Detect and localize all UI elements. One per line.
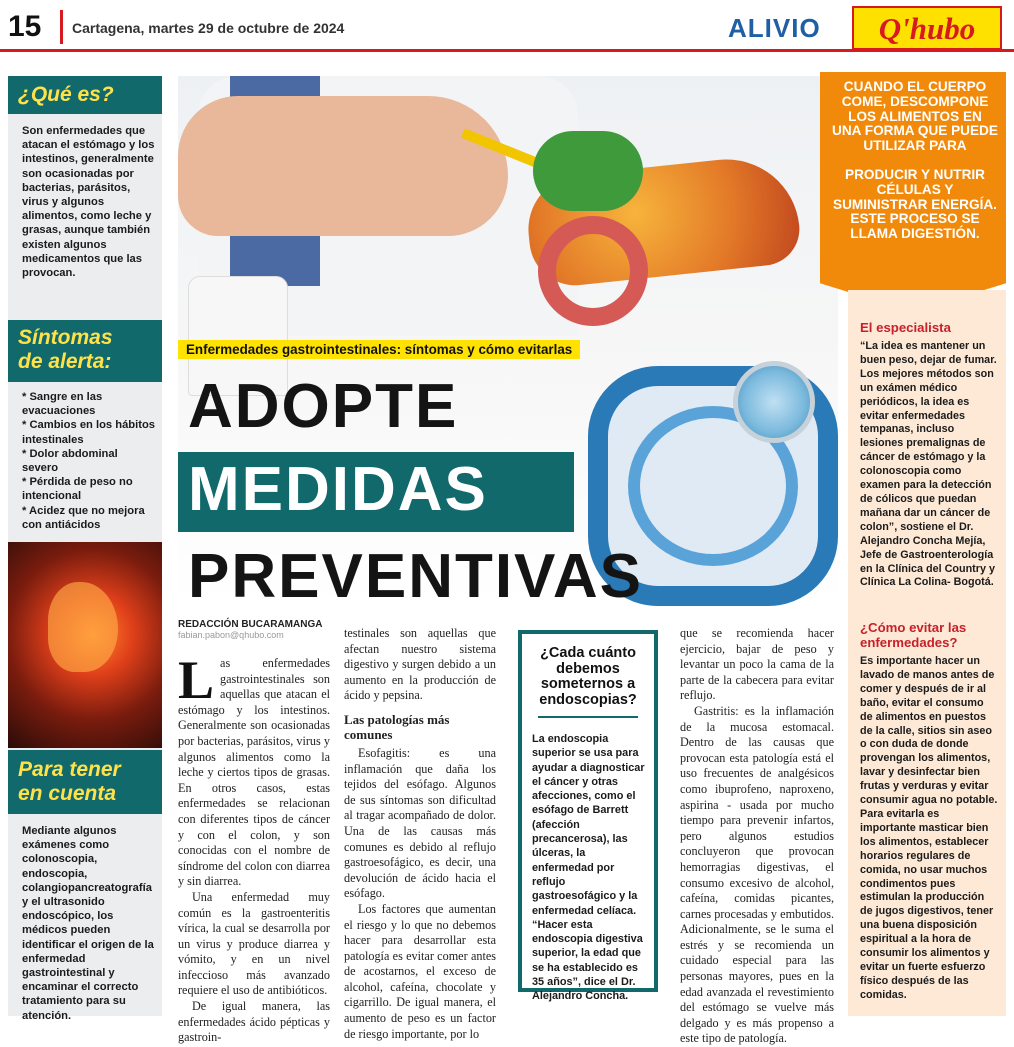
headline-line-2: MEDIDAS bbox=[188, 455, 488, 524]
headline-line-1: ADOPTE bbox=[188, 372, 459, 441]
evitar-paragraph-1: Es importante hacer un lavado de manos antes de comer y después de ir al baño, evitar el consumo de alimentos en puestos de la calle, sitios sin aseo o con duda de donde provengan los alimentos, lavar y desinfectar bien frutas y verduras y evitar consumir agua no potable. bbox=[860, 655, 998, 807]
sintoma-item: * Dolor abdominal severo bbox=[22, 447, 118, 475]
callout-text-2: PRODUCIR Y NUTRIR CÉLULAS Y SUMINISTRAR ENERGÍA. ESTE PROCESO SE LLAMA DIGESTIÓN. bbox=[833, 167, 997, 242]
evitar-paragraph-2: Para evitarla es importante masticar bien los alimentos, establecer horarios regulares de comida, no usar muchos condimentos pues estimulan la producción de jugos digestivos, tener una buena disposición espiritual a la hora de consumir los alimentos y evitar un fuerte esfuerzo físico después de las comidas. bbox=[860, 807, 994, 1001]
duodenum-model bbox=[538, 216, 648, 326]
sintoma-item: * Sangre en las evacuaciones bbox=[22, 391, 103, 418]
sintomas-title-line2: de alerta: bbox=[18, 350, 112, 373]
sintoma-item: * Pérdida de peso no intencional bbox=[22, 476, 133, 503]
left-sidebar bbox=[8, 76, 162, 1022]
byline-author: REDACCIÓN BUCARAMANGA bbox=[178, 619, 323, 630]
col2-subheading: Las patologías más comunes bbox=[344, 711, 450, 742]
col2-paragraph-3: Los factores que aumentan el riesgo y lo que no debemos hacer para desarrollar esta patología es evitar comer antes de acostarnos, el exceso de alcohol, cafeína, chocolate y cigarrillo. De igual manera, el aumento de peso es un factor de riesgo importante, por lo bbox=[344, 901, 496, 1041]
endoscopy-box-title: ¿Cada cuánto debemos someternos a endoscopias? bbox=[539, 645, 637, 708]
col3-paragraph-1: que se recomienda hacer ejercicio, bajar de peso y levantar un poco la cama de la parte de la cabecera para evitar reflujo. bbox=[680, 626, 834, 703]
para-tener-heading-box bbox=[8, 750, 162, 814]
que-es-heading-box bbox=[8, 76, 162, 114]
article-column-2 bbox=[344, 626, 496, 1042]
issue-date: Cartagena, martes 29 de octubre de 2024 bbox=[72, 20, 345, 36]
evitar-text bbox=[860, 655, 998, 1003]
stomach-pain-photo bbox=[8, 542, 162, 748]
endoscopy-box bbox=[518, 630, 658, 1003]
newspaper-logo bbox=[852, 6, 1002, 50]
headline-line-3: PREVENTIVAS bbox=[188, 542, 643, 611]
bacteria-magnifier bbox=[733, 361, 815, 443]
sintomas-title-line1: Síntomas bbox=[18, 326, 113, 349]
col2-paragraph-2: Esofagitis: es una inflamación que daña los tejidos del esófago. Algunos de sus síntomas son dificultad al tragar acompañado de dolor. Una de las causas más comunes es debido al reflujo gastroesofágico, es decir, una devolución de ácido hacia el esófago. bbox=[344, 745, 496, 901]
sintoma-item: * Cambios en los hábitos intestinales bbox=[22, 419, 156, 446]
col2-paragraph-1: testinales son aquellas que afectan nuestro sistema digestivo y surgen debido a un aumento en la producción de ácido y pepsina. bbox=[344, 626, 496, 703]
gallbladder-model bbox=[533, 131, 643, 211]
que-es-title: ¿Qué es? bbox=[18, 83, 114, 106]
endoscopy-box-text: La endoscopia superior se usa para ayudar a diagnosticar el cáncer y otras afecciones, como el esófago de Barrett (afección precancerosa), las úlceras, la enfermedad por reflujo gastroesofágico y la enfermedad celíaca. “Hacer esta endoscopia digestiva superior, la edad que se ha establecido es 35 años”, dice el Dr. Alejandro Concha. bbox=[532, 733, 645, 1003]
endoscopy-box-rule bbox=[538, 716, 638, 718]
para-tener-text: Mediante algunos exámenes como colonoscopia, endoscopia, colangiopancreatografía y el ultrasonido endoscópico, los médicos pueden identificar el origen de la enfermedad gastrointestinal y encaminar el correcto tratamiento para su atención. bbox=[22, 825, 154, 1022]
especialista-title: El especialista bbox=[860, 320, 951, 335]
para-tener-title-line1: Para tener bbox=[18, 758, 121, 781]
page-header bbox=[0, 0, 1014, 52]
byline-email: fabian.pabon@qhubo.com bbox=[178, 630, 284, 640]
callout-text-1: CUANDO EL CUERPO COME, DESCOMPONE LOS ALIMENTOS EN UNA FORMA QUE PUEDE UTILIZAR PARA bbox=[832, 79, 998, 154]
evitar-title: ¿Cómo evitar las enfermedades? bbox=[860, 620, 967, 650]
que-es-text: Son enfermedades que atacan el estómago y los intestinos, generalmente son ocasionadas por bacterias, parásitos, virus y algunos alimentos, como leche y grasas, aunque también existen algunos medicamentos que las provocan. bbox=[22, 125, 155, 280]
sintoma-item: * Acidez que no mejora con antiácidos bbox=[22, 504, 145, 531]
logo-text: Q'hubo bbox=[878, 11, 976, 46]
col1-paragraph-1: as enfermedades gastrointestinales son aquellas que atacan el estómago y los intestinos. Generalmente son ocasionadas por bacterias, parásitos, virus y algunos alimentos como la leche y ciertos tipos de grasas. En otros casos, estas enfermedades se relacionan con diferentes tipos de cáncer y con el colon, y son conocidas con el nombre de síndrome del colon con diarrea y sin diarrea. bbox=[178, 656, 330, 889]
col1-paragraph-3: De igual manera, las enfermedades ácido pépticas y gastroin- bbox=[178, 999, 330, 1045]
article-column-1 bbox=[178, 650, 330, 1046]
col3-paragraph-2: Gastritis: es la inflamación de la mucosa estomacal. Dentro de las causas que provocan esta patología está el uso frecuentes de analgésicos como ibuprofeno, naproxeno, aspirina - usada por mucho tiempo para prevenir infartos, pero algunos estudios concluyeron que provocan hemorragias digestivas, el consumo excesivo de alcohol, cafeína, comidas picantes, carnes procesadas y embutidos. Adicionalmente, se le suma el estrés y se recomienda un cuidado especial para las personas mayores, pues en la edad avanzada el revestimiento del estómago se vuelve más delgado y es más propenso a este tipo de patología. bbox=[680, 703, 834, 1046]
dropcap: L bbox=[178, 650, 215, 710]
header-divider bbox=[60, 10, 63, 44]
sintomas-list bbox=[22, 390, 156, 532]
sintomas-heading-box bbox=[8, 320, 162, 382]
para-tener-title-line2: en cuenta bbox=[18, 782, 117, 805]
section-name: ALIVIO bbox=[728, 13, 821, 43]
kicker: Enfermedades gastrointestinales: síntomas y cómo evitarlas bbox=[178, 340, 580, 359]
article-column-3 bbox=[680, 626, 834, 1047]
col1-paragraph-2: Una enfermedad muy común es la gastroenteritis vírica, la cual se desarrolla por un virus y produce diarrea y vómito, y en un nivel infeccioso más avanzado requiere el uso de antibióticos. bbox=[178, 889, 330, 998]
doctor-hand bbox=[178, 96, 508, 236]
page-number: 15 bbox=[8, 10, 42, 43]
especialista-quote: “La idea es mantener un buen peso, dejar de fumar. Los mejores métodos son un exámen médico periódicos, la idea es evitar enfermedades tempanas, incluso lesiones premalignas de cáncer de estómago y la colonoscopia como examen para la detección de cólicos que puedan mañana dar un cáncer de colon”, sostiene el Dr. Alejandro Concha Mejía, Jefe de Gastroenterología en la Clínica del Country y Clínica La Colina- Bogotá. bbox=[860, 340, 997, 589]
